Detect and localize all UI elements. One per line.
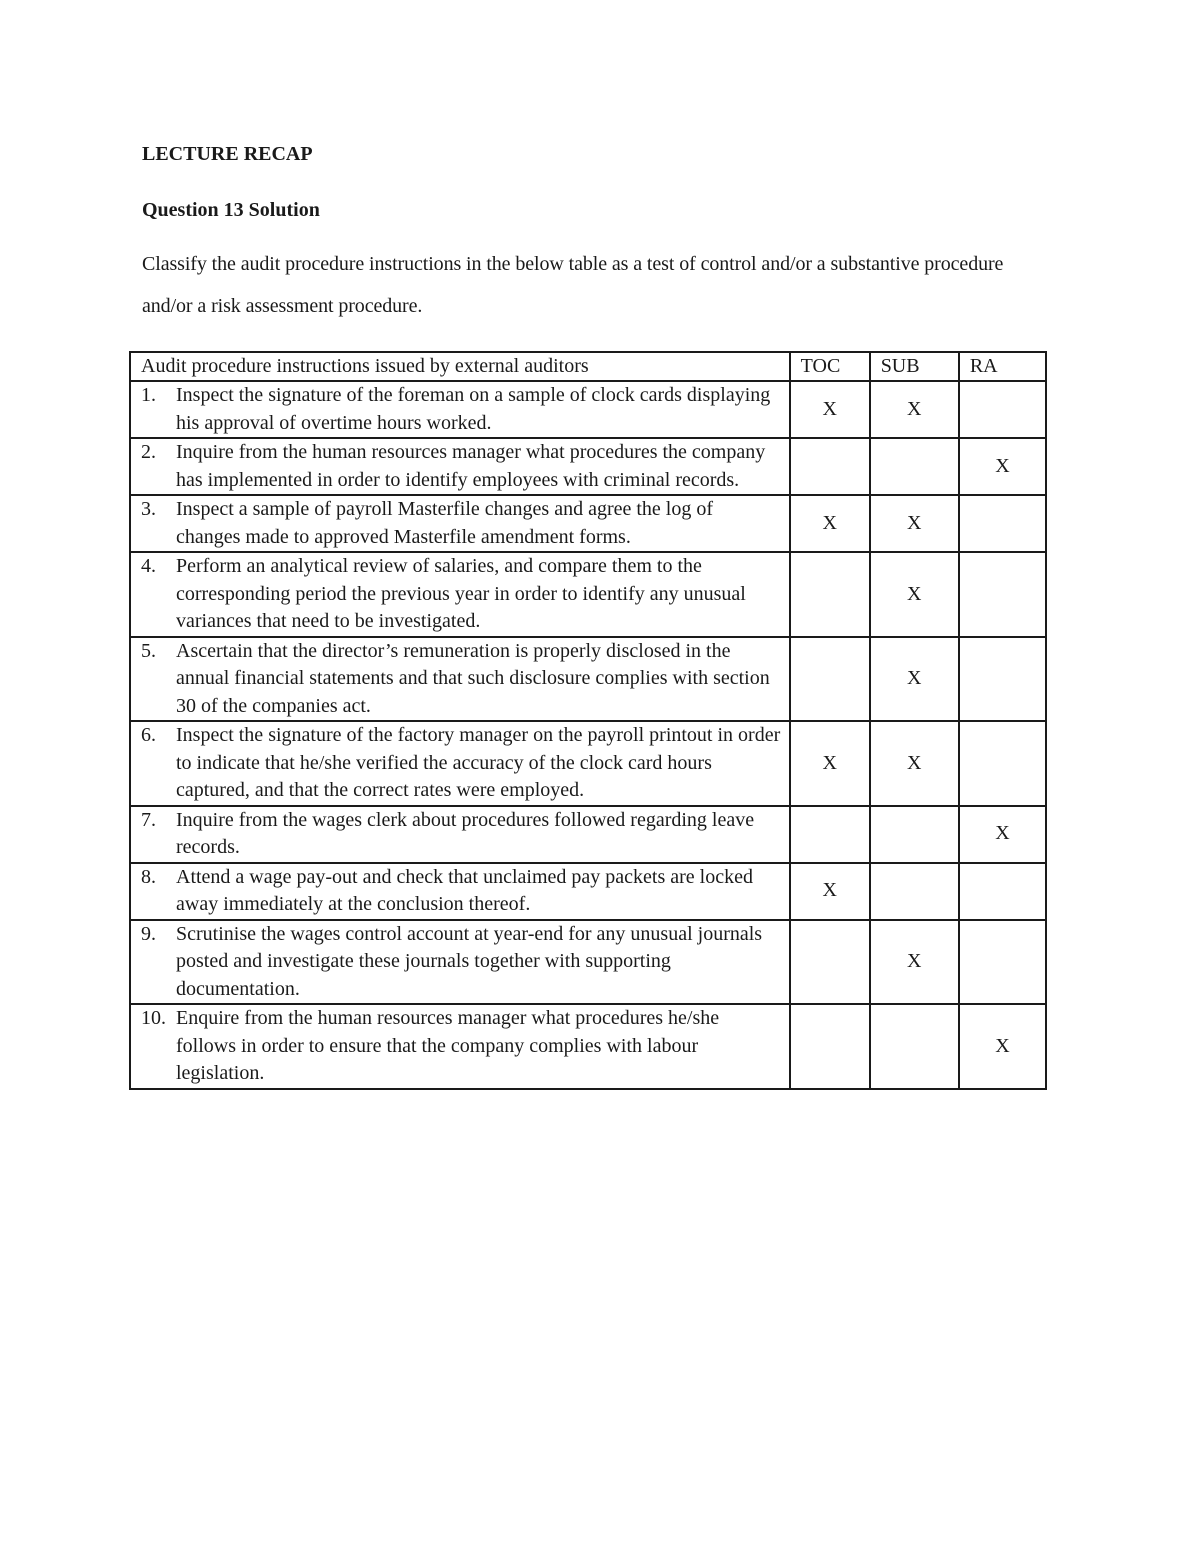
document-body bbox=[142, 140, 1047, 327]
toc-mark-cell: X bbox=[790, 381, 870, 438]
procedure-cell bbox=[130, 495, 790, 552]
ra-mark-cell bbox=[959, 721, 1046, 806]
sub-mark-cell: X bbox=[870, 495, 959, 552]
toc-mark-cell bbox=[790, 1004, 870, 1089]
ra-mark-cell: X bbox=[959, 1004, 1046, 1089]
ra-mark-cell bbox=[959, 863, 1046, 920]
table-row bbox=[130, 381, 1046, 438]
toc-mark-cell bbox=[790, 552, 870, 637]
procedure-number: 9. bbox=[141, 922, 156, 945]
procedure-number: 7. bbox=[141, 808, 156, 831]
procedure-text: Attend a wage pay-out and check that unclaimed pay packets are locked away immediately at the conclusion thereof. bbox=[176, 865, 753, 915]
instructions-paragraph: Classify the audit procedure instructions in the below table as a test of control and/or a substantive procedure and/or a risk assessment procedure. bbox=[142, 253, 1004, 317]
toc-mark-cell bbox=[790, 438, 870, 495]
question-title: Question 13 Solution bbox=[142, 199, 320, 221]
procedure-cell bbox=[130, 381, 790, 438]
toc-mark-cell bbox=[790, 806, 870, 863]
ra-mark-cell bbox=[959, 920, 1046, 1005]
procedure-number: 2. bbox=[141, 441, 156, 463]
toc-mark-cell bbox=[790, 920, 870, 1005]
sub-mark-cell bbox=[870, 806, 959, 863]
table-body bbox=[130, 381, 1046, 1089]
procedure-cell bbox=[130, 806, 790, 863]
table-row bbox=[130, 495, 1046, 552]
sub-mark-cell: X bbox=[870, 721, 959, 806]
table-row bbox=[130, 552, 1046, 637]
audit-procedures-table bbox=[129, 351, 1047, 1090]
ra-mark-cell bbox=[959, 552, 1046, 637]
procedure-cell bbox=[130, 1004, 790, 1089]
table-header-row bbox=[130, 352, 1046, 381]
table-row bbox=[130, 1004, 1046, 1089]
procedure-text: Inspect the signature of the foreman on a sample of clock cards displaying his approval of overtime hours worked. bbox=[176, 384, 771, 434]
procedure-number: 3. bbox=[141, 498, 156, 520]
procedure-number: 1. bbox=[141, 384, 156, 406]
table-row bbox=[130, 806, 1046, 863]
sub-mark-cell: X bbox=[870, 637, 959, 722]
ra-mark-cell: X bbox=[959, 438, 1046, 495]
toc-mark-cell: X bbox=[790, 495, 870, 552]
header-description: Audit procedure instructions issued by external auditors bbox=[130, 352, 790, 381]
toc-mark-cell: X bbox=[790, 863, 870, 920]
procedure-number: 6. bbox=[141, 724, 156, 746]
ra-mark-cell: X bbox=[959, 806, 1046, 863]
sub-mark-cell: X bbox=[870, 381, 959, 438]
procedure-cell bbox=[130, 863, 790, 920]
procedure-cell bbox=[130, 438, 790, 495]
header-toc: TOC bbox=[790, 352, 870, 381]
ra-mark-cell bbox=[959, 381, 1046, 438]
table-row bbox=[130, 920, 1046, 1005]
ra-mark-cell bbox=[959, 637, 1046, 722]
table-row bbox=[130, 863, 1046, 920]
sub-mark-cell: X bbox=[870, 920, 959, 1005]
procedure-text: Inquire from the wages clerk about procedures followed regarding leave records. bbox=[176, 808, 755, 858]
table-row bbox=[130, 721, 1046, 806]
procedure-text: Enquire from the human resources manager what procedures he/she follows in order to ensure that the company complies with labour legislation. bbox=[176, 1007, 720, 1084]
procedure-cell bbox=[130, 920, 790, 1005]
sub-mark-cell bbox=[870, 1004, 959, 1089]
procedure-number: 8. bbox=[141, 865, 156, 888]
ra-mark-cell bbox=[959, 495, 1046, 552]
procedure-text: Perform an analytical review of salaries, and compare them to the corresponding period the previous year in order to identify any unusual variances that need to be investigated. bbox=[176, 555, 746, 632]
procedure-text: Inspect a sample of payroll Masterfile changes and agree the log of changes made to approved Masterfile amendment forms. bbox=[176, 498, 714, 548]
table-row bbox=[130, 438, 1046, 495]
procedure-text: Inspect the signature of the factory manager on the payroll printout in order to indicate that he/she verified the accuracy of the clock card hours captured, and that the correct rates were employed. bbox=[176, 724, 781, 801]
procedure-number: 5. bbox=[141, 639, 156, 662]
procedure-cell bbox=[130, 552, 790, 637]
sub-mark-cell bbox=[870, 863, 959, 920]
procedure-text: Ascertain that the director’s remuneration is properly disclosed in the annual financial statements and that such disclosure complies with section 30 of the companies act. bbox=[176, 639, 770, 717]
procedure-text: Inquire from the human resources manager what procedures the company has implemented in order to identify employees with criminal records. bbox=[176, 441, 766, 491]
sub-mark-cell: X bbox=[870, 552, 959, 637]
page-title: LECTURE RECAP bbox=[142, 143, 313, 165]
procedure-number: 10. bbox=[141, 1007, 166, 1029]
table-row bbox=[130, 637, 1046, 722]
procedure-cell bbox=[130, 721, 790, 806]
header-ra: RA bbox=[959, 352, 1046, 381]
sub-mark-cell bbox=[870, 438, 959, 495]
toc-mark-cell: X bbox=[790, 721, 870, 806]
procedure-cell bbox=[130, 637, 790, 722]
procedure-text: Scrutinise the wages control account at year-end for any unusual journals posted and investigate these journals together with supporting documentation. bbox=[176, 922, 763, 1000]
header-sub: SUB bbox=[870, 352, 959, 381]
procedure-number: 4. bbox=[141, 555, 156, 577]
toc-mark-cell bbox=[790, 637, 870, 722]
